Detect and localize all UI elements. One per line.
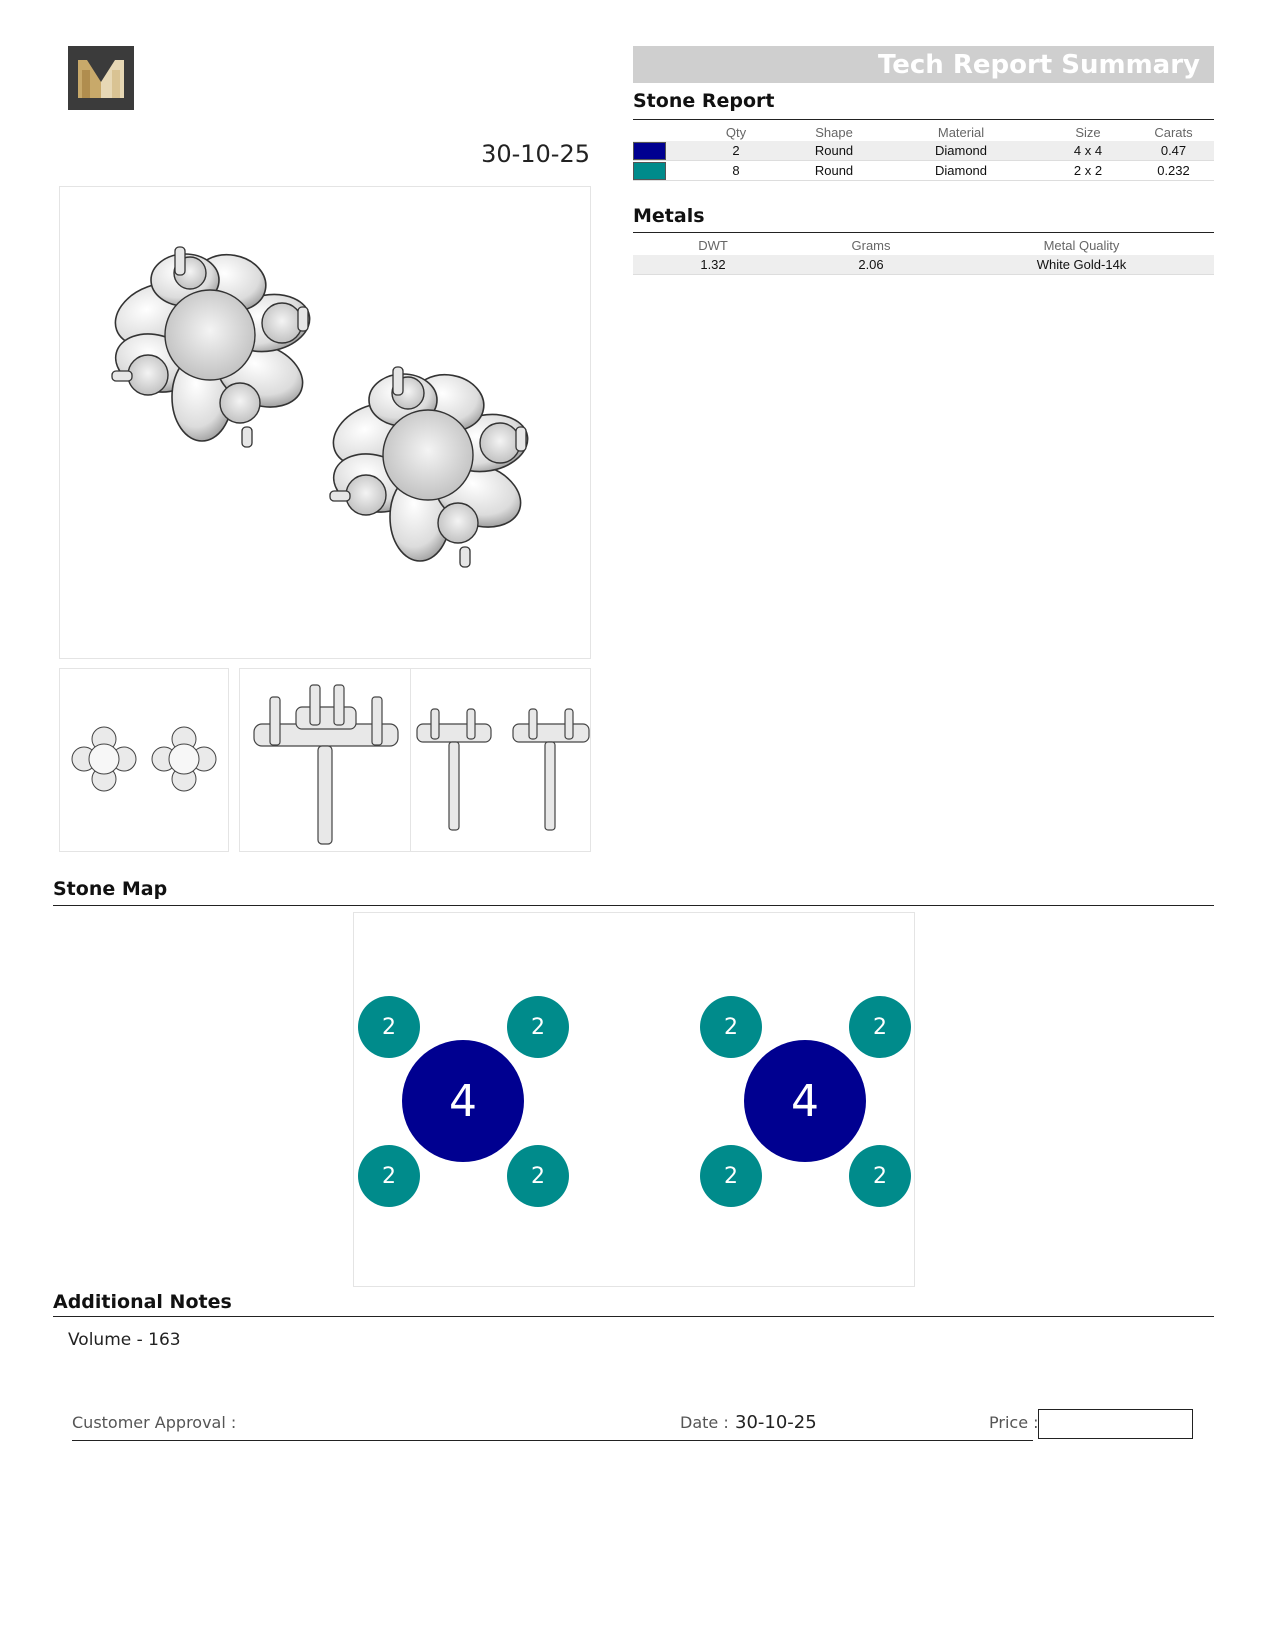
stone-report-divider bbox=[633, 119, 1214, 120]
metals-title: Metals bbox=[633, 205, 705, 227]
accent-stone: 2 bbox=[358, 996, 420, 1058]
report-title: Tech Report Summary bbox=[877, 50, 1200, 80]
column-header: Metal Quality bbox=[1043, 238, 1120, 253]
shape-cell: Round bbox=[789, 141, 879, 161]
column-header: Size bbox=[1075, 124, 1101, 140]
shape-cell: Round bbox=[789, 161, 879, 181]
accent-stone: 2 bbox=[700, 1145, 762, 1207]
stone-color-swatch bbox=[633, 142, 666, 160]
stone-color-swatch bbox=[633, 162, 666, 180]
front-view-thumbnail[interactable] bbox=[410, 668, 591, 852]
table-row bbox=[633, 161, 1214, 181]
approval-date-value: 30-10-25 bbox=[735, 1412, 817, 1433]
report-date: 30-10-25 bbox=[481, 140, 590, 168]
accent-stone: 2 bbox=[358, 1145, 420, 1207]
accent-stone: 2 bbox=[507, 996, 569, 1058]
center-stone: 4 bbox=[744, 1040, 866, 1162]
column-header: Qty bbox=[725, 124, 747, 140]
metal-quality-cell: White Gold-14k bbox=[949, 255, 1214, 275]
center-stone: 4 bbox=[402, 1040, 524, 1162]
table-row bbox=[633, 141, 1214, 161]
material-cell: Diamond bbox=[879, 161, 1043, 181]
grams-cell: 2.06 bbox=[793, 255, 949, 275]
accent-stone: 2 bbox=[507, 1145, 569, 1207]
customer-approval-label: Customer Approval : bbox=[72, 1413, 237, 1432]
stone-map-title: Stone Map bbox=[53, 878, 168, 900]
metals-table bbox=[633, 236, 1214, 275]
column-header: DWT bbox=[698, 238, 728, 253]
approval-signature-line[interactable] bbox=[72, 1440, 1033, 1441]
stone-report-table bbox=[633, 123, 1214, 181]
price-label: Price : bbox=[989, 1413, 1039, 1432]
stone-report-title: Stone Report bbox=[633, 90, 775, 112]
carats-cell: 0.232 bbox=[1133, 161, 1214, 181]
table-row bbox=[633, 255, 1214, 275]
top-view-thumbnail[interactable] bbox=[59, 668, 229, 852]
column-header: Grams bbox=[851, 238, 891, 253]
company-logo bbox=[68, 46, 134, 110]
column-header: Material bbox=[937, 124, 985, 140]
header-bar bbox=[633, 46, 1214, 83]
qty-cell: 8 bbox=[683, 161, 789, 181]
accent-stone: 2 bbox=[849, 996, 911, 1058]
notes-title: Additional Notes bbox=[53, 1291, 232, 1313]
stone-map-divider bbox=[53, 905, 1214, 906]
price-field[interactable] bbox=[1038, 1409, 1193, 1439]
stone-map-diagram bbox=[353, 912, 915, 1287]
side-view-thumbnail[interactable] bbox=[239, 668, 412, 852]
notes-text: Volume - 163 bbox=[68, 1330, 181, 1350]
size-cell: 2 x 2 bbox=[1043, 161, 1133, 181]
material-cell: Diamond bbox=[879, 141, 1043, 161]
column-header: Shape bbox=[815, 124, 853, 140]
main-render-image bbox=[59, 186, 591, 659]
dwt-cell: 1.32 bbox=[633, 255, 793, 275]
approval-date-label: Date : bbox=[680, 1413, 729, 1432]
column-header: Carats bbox=[1154, 124, 1193, 140]
notes-divider bbox=[53, 1316, 1214, 1317]
carats-cell: 0.47 bbox=[1133, 141, 1214, 161]
accent-stone: 2 bbox=[700, 996, 762, 1058]
qty-cell: 2 bbox=[683, 141, 789, 161]
color-column-header bbox=[633, 123, 683, 141]
metals-divider bbox=[633, 232, 1214, 233]
size-cell: 4 x 4 bbox=[1043, 141, 1133, 161]
accent-stone: 2 bbox=[849, 1145, 911, 1207]
